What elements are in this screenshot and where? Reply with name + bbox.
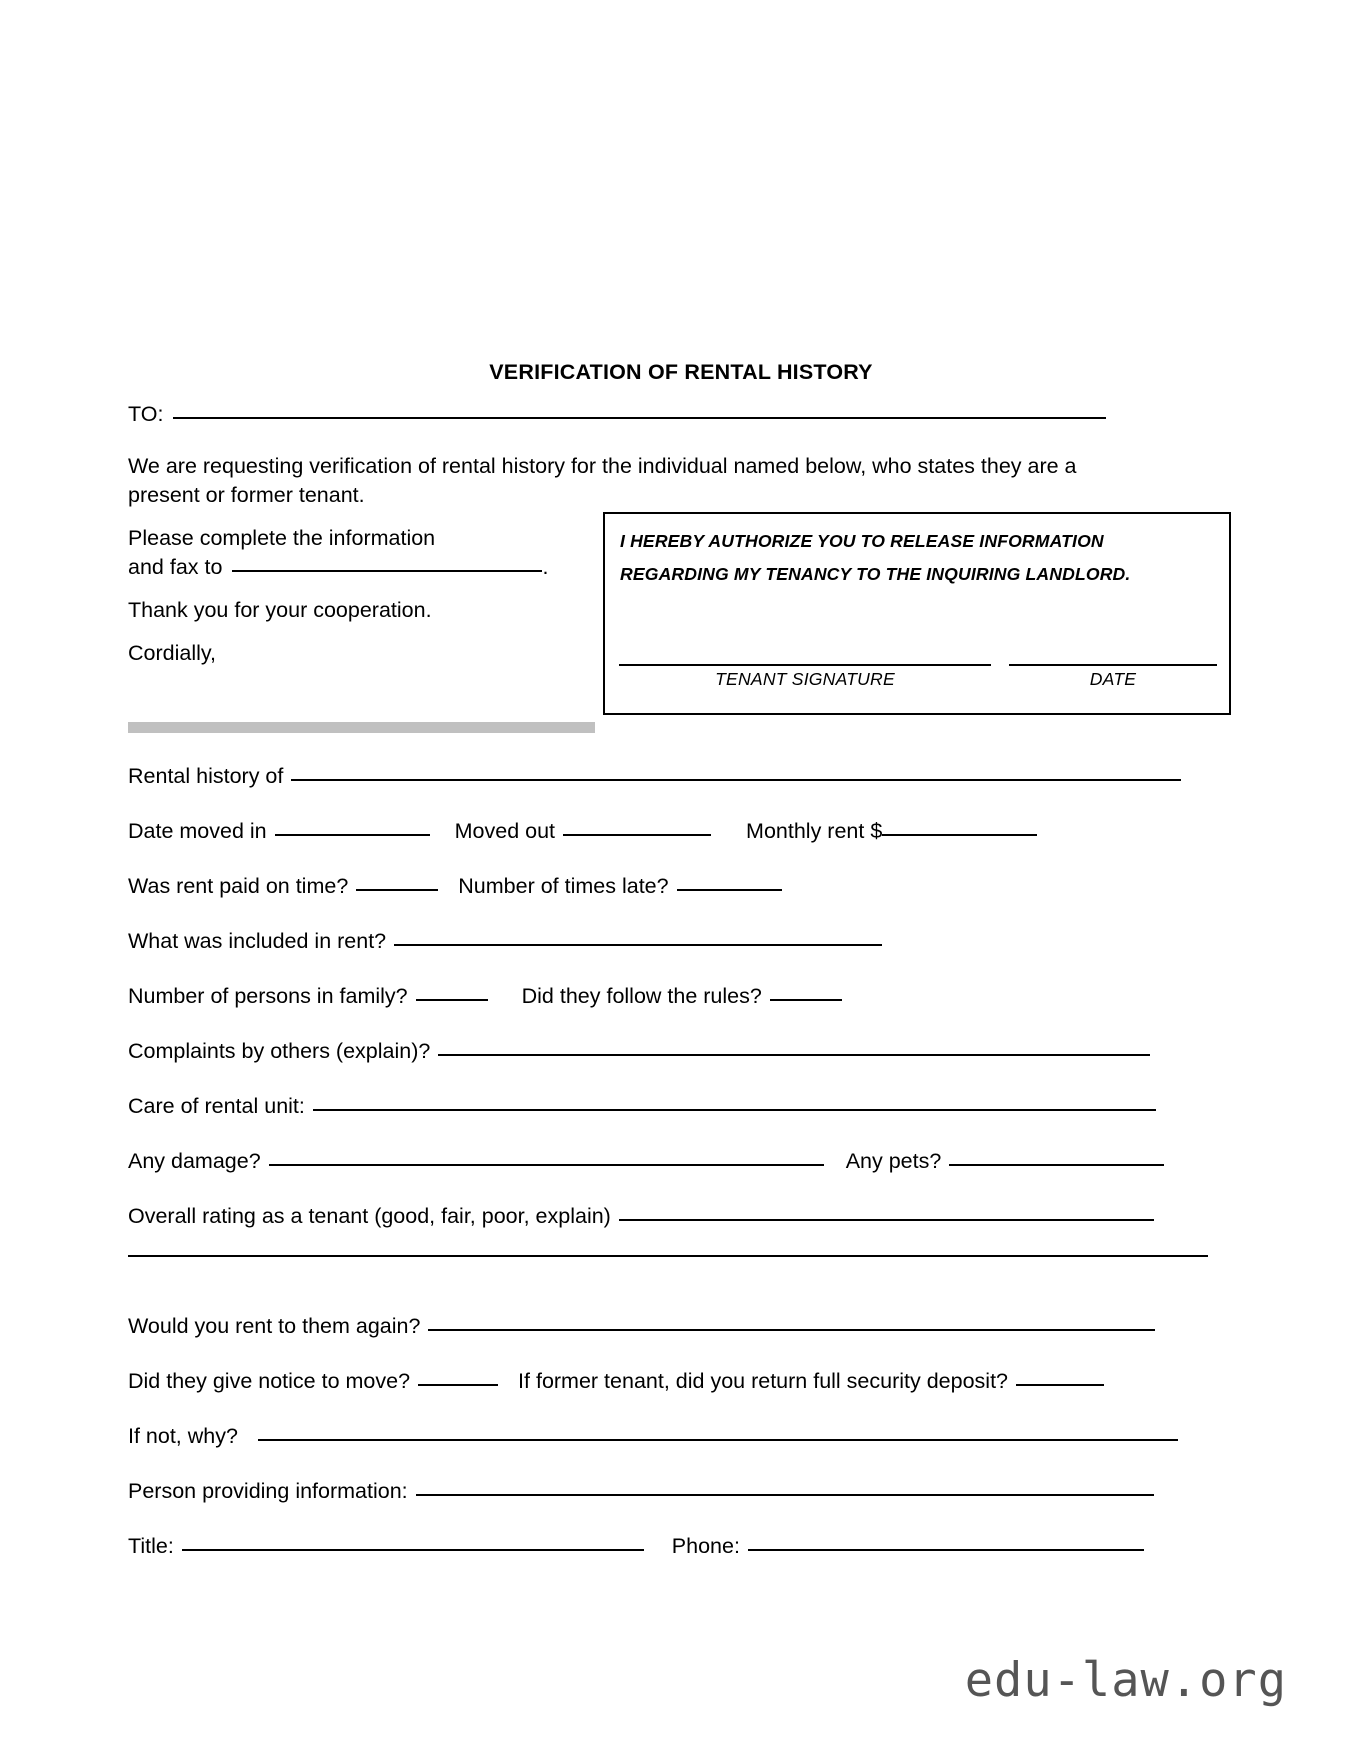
rent-timeliness-row: [128, 872, 782, 900]
authorization-line-2: REGARDING MY TENANCY TO THE INQUIRING LANDLORD.: [620, 564, 1131, 584]
complaints-rule[interactable]: [438, 1054, 1150, 1056]
security-deposit-rule[interactable]: [1016, 1384, 1104, 1386]
intro-line-2: present or former tenant.: [128, 483, 365, 508]
rent-again-row: [128, 1312, 1155, 1340]
please-complete-line: Please complete the information: [128, 526, 436, 550]
title-rule[interactable]: [182, 1549, 644, 1551]
any-damage-rule[interactable]: [269, 1164, 824, 1166]
persons-in-family-label: Number of persons in family?: [128, 984, 408, 1008]
rent-again-rule[interactable]: [428, 1329, 1155, 1331]
rent-on-time-label: Was rent paid on time?: [128, 874, 349, 898]
section-divider: [128, 722, 595, 733]
date-moved-in-rule[interactable]: [275, 834, 430, 836]
if-not-why-rule[interactable]: [258, 1439, 1178, 1441]
date-moved-in-label: Date moved in: [128, 819, 267, 843]
monthly-rent-rule[interactable]: [882, 834, 1037, 836]
included-in-rent-rule[interactable]: [394, 944, 882, 946]
persons-in-family-rule[interactable]: [416, 999, 488, 1001]
rent-again-label: Would you rent to them again?: [128, 1314, 421, 1338]
title-label: Title:: [128, 1534, 174, 1558]
overall-rating-continuation-row: [128, 1257, 1208, 1259]
care-of-unit-row: [128, 1092, 1156, 1120]
fax-number-rule[interactable]: [232, 570, 542, 572]
person-providing-label: Person providing information:: [128, 1479, 408, 1503]
title-and-phone-row: [128, 1532, 1144, 1560]
any-pets-label: Any pets?: [845, 1149, 942, 1173]
family-and-rules-row: [128, 982, 842, 1010]
tenant-signature-rule[interactable]: [619, 664, 991, 666]
overall-rating-row: [128, 1202, 1154, 1230]
complaints-row: [128, 1037, 1150, 1065]
signature-date-rule[interactable]: [1009, 664, 1217, 666]
site-watermark: edu-law.org: [964, 1653, 1287, 1708]
times-late-rule[interactable]: [677, 889, 782, 891]
to-input-rule[interactable]: [173, 417, 1106, 419]
gave-notice-label: Did they give notice to move?: [128, 1369, 411, 1393]
moved-out-rule[interactable]: [563, 834, 711, 836]
cordially-row: [128, 639, 216, 667]
security-deposit-label: If former tenant, did you return full security deposit?: [518, 1369, 1009, 1393]
to-label: TO:: [128, 402, 164, 426]
rental-history-of-row: [128, 762, 1181, 790]
please-complete-block: [128, 524, 598, 582]
if-not-why-label: If not, why?: [128, 1424, 238, 1448]
overall-rating-label: Overall rating as a tenant (good, fair, poor, explain): [128, 1204, 611, 1228]
times-late-label: Number of times late?: [458, 874, 669, 898]
moved-out-label: Moved out: [454, 819, 556, 843]
to-field-row: [128, 400, 1106, 428]
rental-history-of-rule[interactable]: [291, 779, 1181, 781]
intro-line-1: We are requesting verification of rental history for the individual named below, who states they are a: [128, 454, 1077, 478]
tenant-authorization-box: [603, 512, 1231, 715]
thank-you-row: [128, 596, 432, 624]
phone-label: Phone:: [671, 1534, 740, 1558]
thank-you-label: Thank you for your cooperation.: [128, 598, 432, 622]
care-of-unit-rule[interactable]: [313, 1109, 1156, 1111]
cordially-label: Cordially,: [128, 641, 217, 665]
notice-and-deposit-row: [128, 1367, 1104, 1395]
rental-history-of-label: Rental history of: [128, 764, 284, 788]
person-providing-row: [128, 1477, 1154, 1505]
included-in-rent-label: What was included in rent?: [128, 929, 387, 953]
complaints-label: Complaints by others (explain)?: [128, 1039, 431, 1063]
included-in-rent-row: [128, 927, 882, 955]
overall-rating-rule[interactable]: [619, 1219, 1154, 1221]
any-damage-label: Any damage?: [128, 1149, 261, 1173]
intro-paragraph: [128, 452, 1188, 510]
fax-to-line: [128, 553, 598, 582]
if-not-why-row: [128, 1422, 1178, 1450]
dates-and-rent-row: [128, 817, 1037, 845]
tenant-signature-caption: TENANT SIGNATURE: [715, 669, 895, 689]
gave-notice-rule[interactable]: [418, 1384, 498, 1386]
phone-rule[interactable]: [748, 1549, 1144, 1551]
any-pets-rule[interactable]: [949, 1164, 1164, 1166]
monthly-rent-label: Monthly rent $: [746, 819, 883, 843]
overall-rating-continuation-rule[interactable]: [128, 1255, 1208, 1257]
page-title: VERIFICATION OF RENTAL HISTORY: [489, 360, 873, 384]
rent-on-time-rule[interactable]: [356, 889, 438, 891]
person-providing-rule[interactable]: [416, 1494, 1154, 1496]
authorization-line-1: I HEREBY AUTHORIZE YOU TO RELEASE INFORMATION: [620, 531, 1104, 551]
damage-and-pets-row: [128, 1147, 1164, 1175]
fax-to-period: .: [542, 555, 549, 580]
follow-rules-rule[interactable]: [770, 999, 842, 1001]
fax-to-label: and fax to: [128, 555, 223, 580]
care-of-unit-label: Care of rental unit:: [128, 1094, 305, 1118]
follow-rules-label: Did they follow the rules?: [521, 984, 762, 1008]
signature-date-caption: DATE: [1089, 669, 1137, 689]
